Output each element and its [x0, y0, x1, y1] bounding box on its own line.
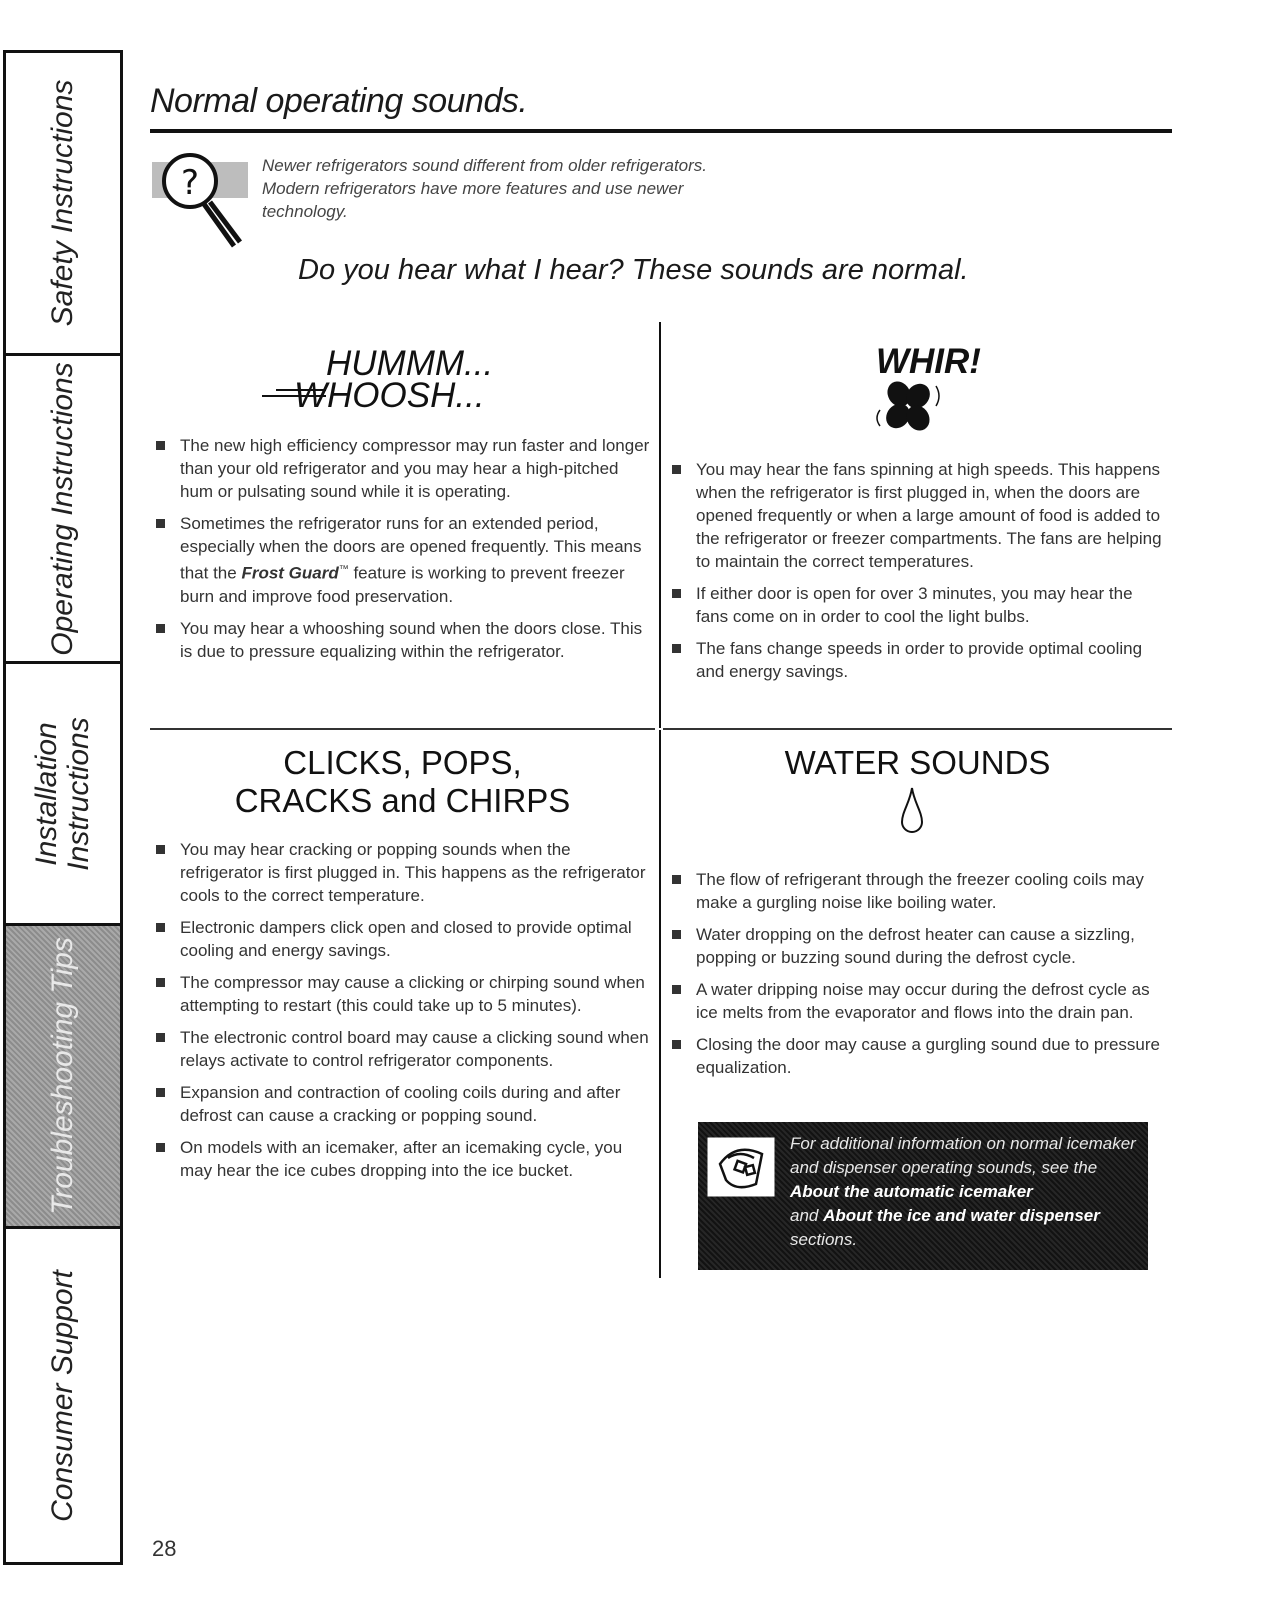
water-drop-icon — [898, 786, 926, 836]
whir-heading: WHIR! — [876, 342, 981, 381]
tab-safety-instructions[interactable] — [3, 50, 123, 353]
list-item: The compressor may cause a clicking or chirping sound when attempting to restart (this could take up to 5 minutes). — [152, 971, 652, 1017]
tab-troubleshooting-tips[interactable] — [3, 923, 123, 1226]
dispenser-section-reference: About the ice and water dispenser — [823, 1206, 1100, 1225]
list-item: You may hear a whooshing sound when the doors close. This is due to pressure equalizing within the refrigerator. — [152, 617, 650, 663]
list-item: A water dripping noise may occur during the defrost cycle as ice melts from the evaporator and flows into the drain pan. — [668, 978, 1168, 1024]
hum-heading: HUMMM... — [326, 344, 494, 383]
question-magnifier-icon — [152, 148, 248, 258]
section-divider — [663, 728, 1172, 730]
list-item: Water dropping on the defrost heater can cause a sizzling, popping or buzzing sound during the defrost cycle. — [668, 923, 1168, 969]
list-item: Closing the door may cause a gurgling sound due to pressure equalization. — [668, 1033, 1168, 1079]
svg-text:?: ? — [180, 163, 200, 203]
icemaker-section-reference: About the automatic icemaker — [790, 1182, 1033, 1201]
tab-label: Consumer Support — [46, 1269, 79, 1522]
clicks-heading-line1: CLICKS, POPS, — [283, 744, 522, 781]
column-divider — [659, 322, 661, 728]
tab-label: Safety Instructions — [46, 79, 79, 327]
tab-consumer-support[interactable] — [3, 1226, 123, 1565]
subheading: Do you hear what I hear? These sounds are normal. — [298, 254, 969, 286]
hum-bullet-list — [152, 434, 650, 672]
list-item: Electronic dampers click open and closed to provide optimal cooling and energy savings. — [152, 916, 652, 962]
note-text: For additional information on normal icemaker and dispenser operating sounds, see the About the automatic icemaker and About the ice and water dispenser sections. — [790, 1134, 1136, 1249]
ice-bucket-icon — [706, 1136, 776, 1198]
additional-info-note — [698, 1122, 1148, 1270]
section-divider — [150, 728, 655, 730]
list-item: Sometimes the refrigerator runs for an extended period, especially when the doors are opened frequently. This means that the Frost Guard™ feature is working to prevent freezer burn and improve food preservation. — [152, 512, 650, 608]
list-item: You may hear the fans spinning at high speeds. This happens when the refrigerator is first plugged in, when the doors are opened frequently or when a large amount of food is added to the refrigerator or freezer compartments. The fans are helping to maintain the correct temperatures. — [668, 458, 1168, 573]
page-title: Normal operating sounds. — [150, 82, 528, 120]
tab-installation-instructions[interactable] — [3, 661, 123, 923]
clicks-bullet-list — [152, 838, 652, 1191]
whoosh-heading: WHOOSH... — [294, 376, 485, 415]
tab-label: Operating Instructions — [46, 361, 79, 656]
list-item: You may hear cracking or popping sounds when the refrigerator is first plugged in. This happens as the refrigerator cools to the correct temperature. — [152, 838, 652, 907]
tab-label: Troubleshooting Tips — [46, 937, 79, 1215]
water-heading: WATER SOUNDS — [784, 744, 1051, 781]
list-item: If either door is open for over 3 minutes, you may hear the fans come on in order to cool the light bulbs. — [668, 582, 1168, 628]
list-item: On models with an icemaker, after an icemaking cycle, you may hear the ice cubes dropping into the ice bucket. — [152, 1136, 652, 1182]
frost-guard-brand: Frost Guard — [241, 563, 339, 583]
column-divider — [659, 730, 661, 1278]
tab-label: Installation Instructions — [30, 716, 95, 871]
whir-bullet-list — [668, 458, 1168, 692]
clicks-heading-line2: CRACKS and CHIRPS — [234, 782, 571, 819]
page-number: 28 — [152, 1536, 177, 1561]
water-bullet-list — [668, 868, 1168, 1088]
intro-text: Newer refrigerators sound different from older refrigerators. Modern refrigerators have more features and use newer technology. — [262, 156, 708, 221]
tab-operating-instructions[interactable] — [3, 353, 123, 661]
section-tabs — [3, 50, 125, 1565]
list-item: Expansion and contraction of cooling coils during and after defrost can cause a cracking or popping sound. — [152, 1081, 652, 1127]
list-item: The fans change speeds in order to provide optimal cooling and energy savings. — [668, 637, 1168, 683]
title-rule — [150, 129, 1172, 133]
clicks-heading — [150, 744, 655, 820]
list-item: The flow of refrigerant through the freezer cooling coils may make a gurgling noise like boiling water. — [668, 868, 1168, 914]
list-item: The new high efficiency compressor may run faster and longer than your old refrigerator and you may hear a high-pitched hum or pulsating sound while it is operating. — [152, 434, 650, 503]
fan-icon — [866, 376, 952, 438]
list-item: The electronic control board may cause a clicking sound when relays activate to control refrigerator components. — [152, 1026, 652, 1072]
